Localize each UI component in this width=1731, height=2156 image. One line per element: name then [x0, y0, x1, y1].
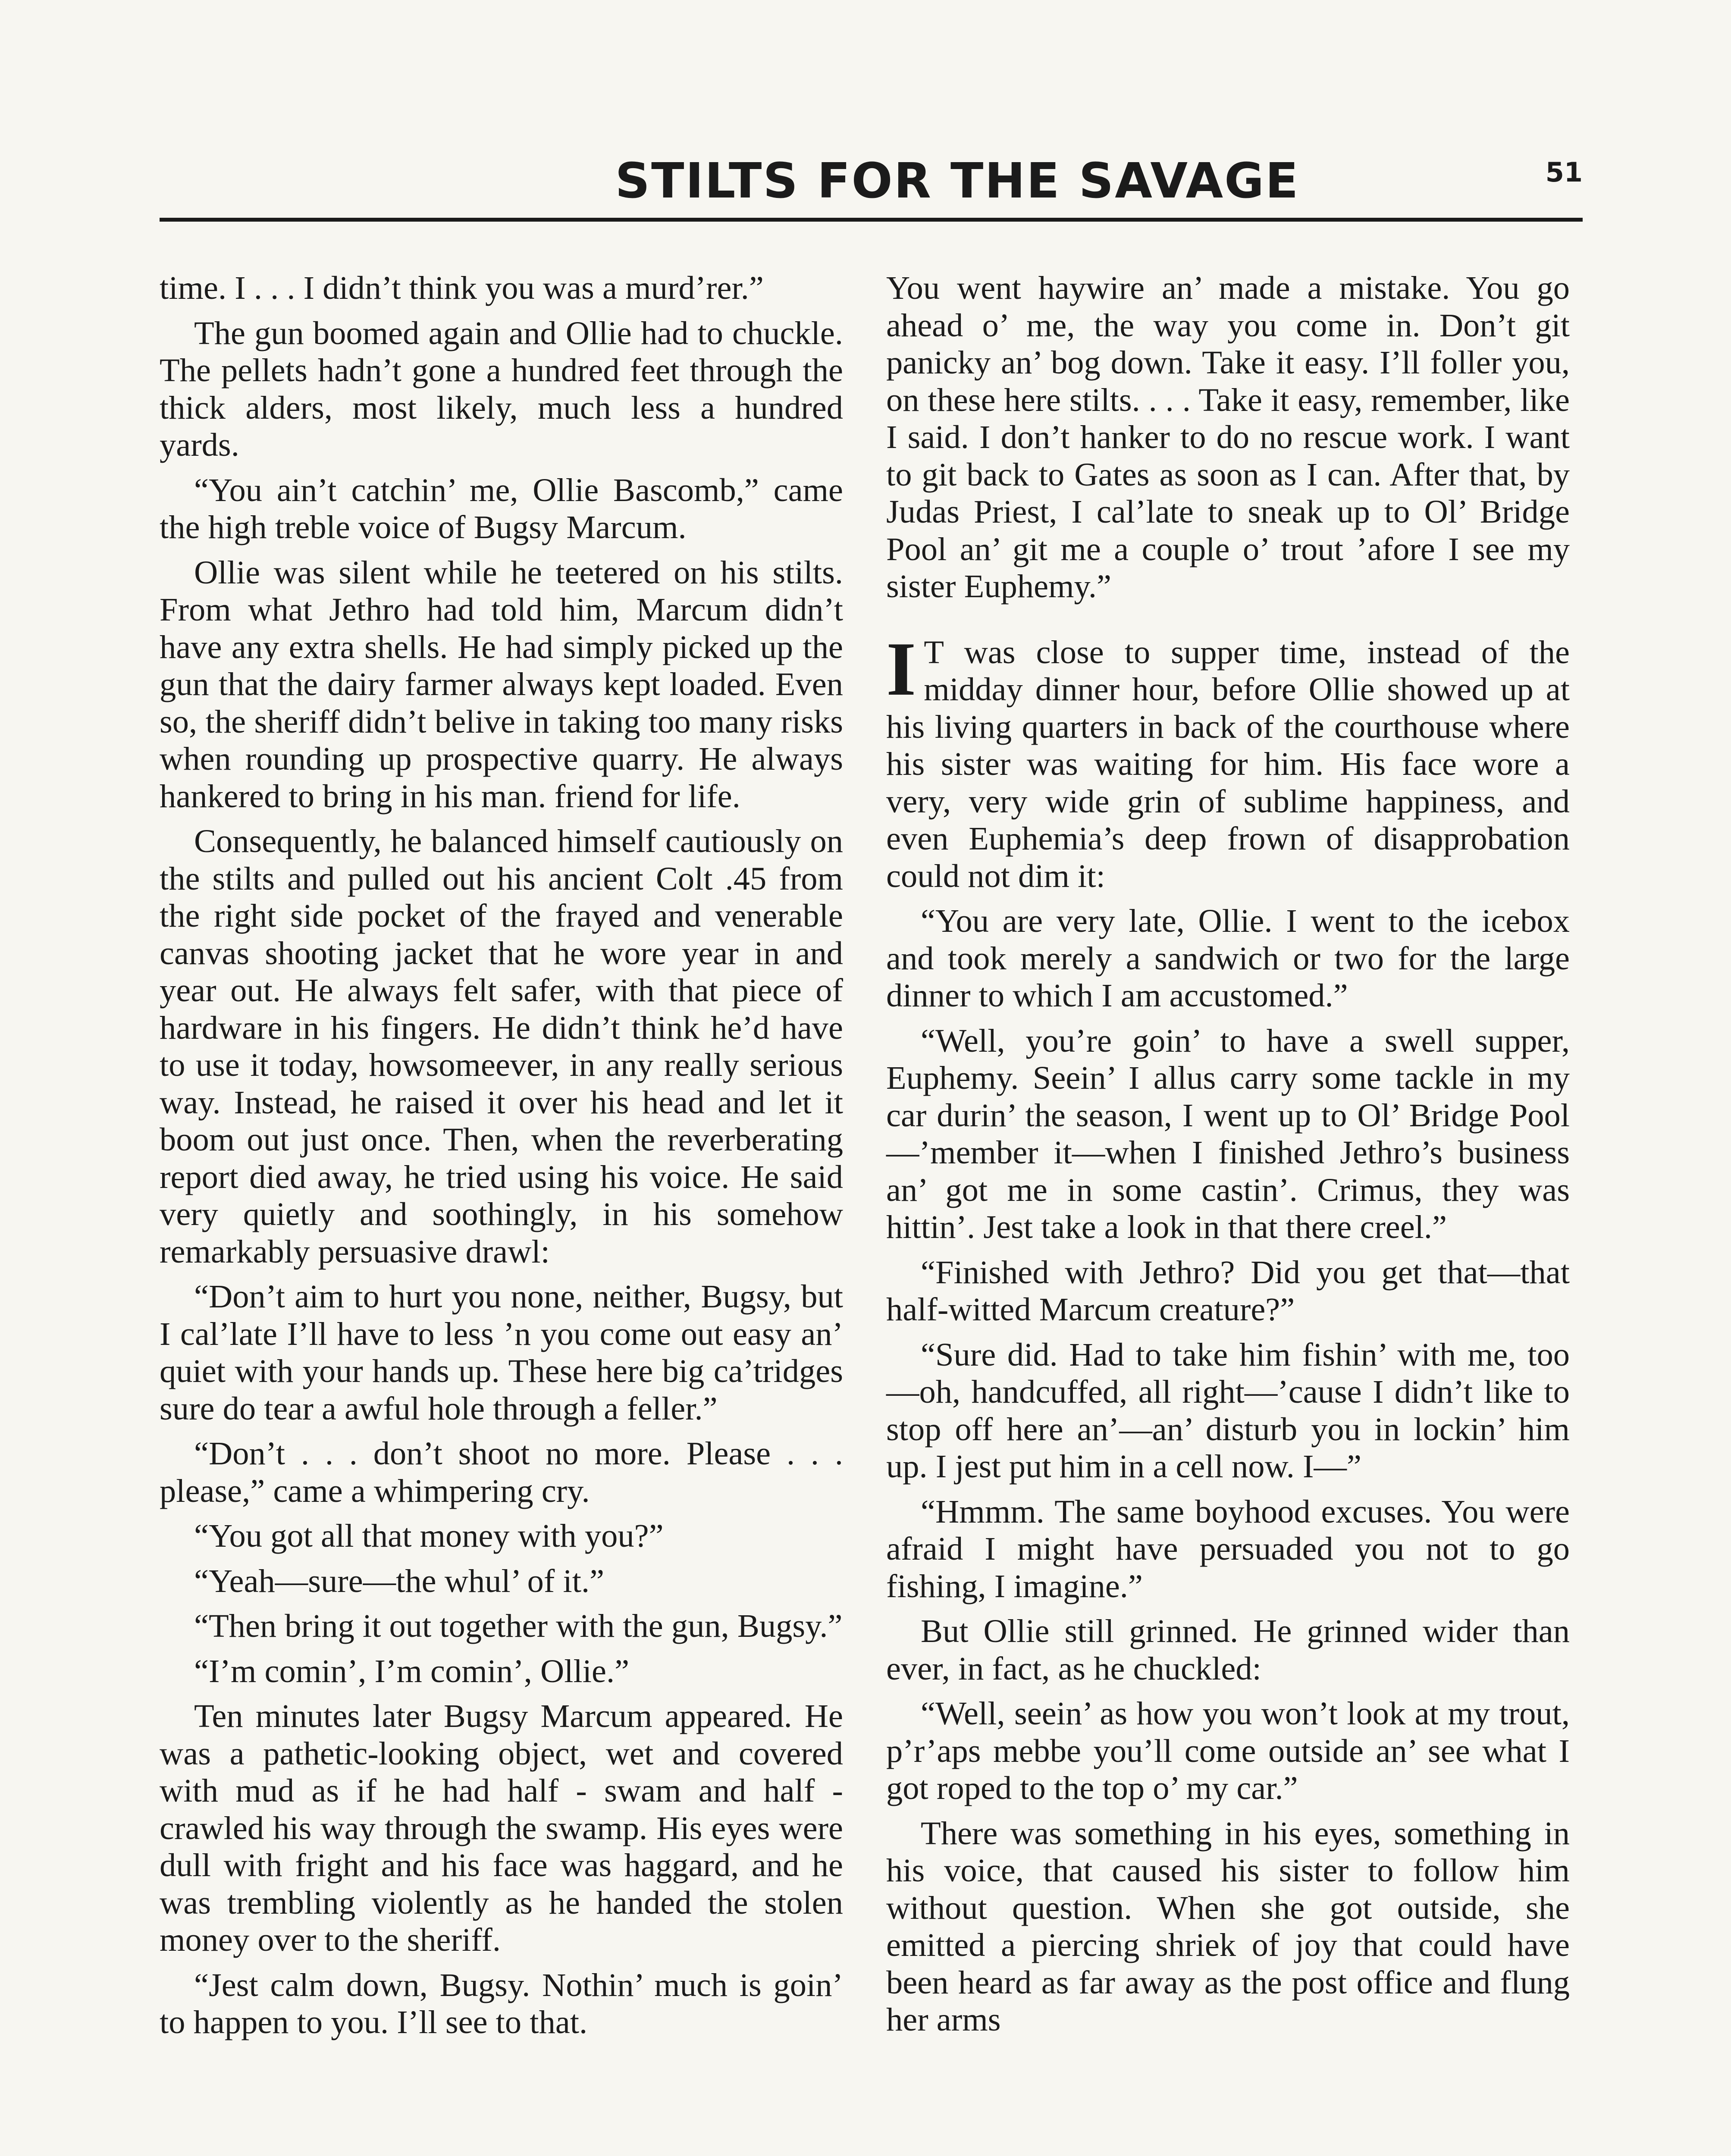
paragraph: But Ollie still grinned. He grinned wider than ever, in fact, as he chuckled: [886, 1613, 1570, 1687]
right-column [886, 270, 1570, 2046]
paragraph: “Well, you’re goin’ to have a swell supper, Euphemy. Seein’ I allus carry some tackle in my car durin’ the season, I went up to Ol’ Bridge Pool—’member it—when I finished Jethro’s business an’ got me in some castin’. Crimus, they was hittin’. Jest take a look in that there creel.” [886, 1022, 1570, 1245]
page-header [160, 149, 1583, 213]
paragraph: The gun boomed again and Ollie had to chuckle. The pellets hadn’t gone a hundred feet through the thick alders, most likely, much less a hundred yards. [160, 314, 843, 463]
paragraph: There was something in his eyes, something in his voice, that caused his sister to follow him without question. When she got outside, she emitted a piercing shriek of joy that could have been heard as far away as the post office and flung her arms [886, 1814, 1570, 2038]
header-rule [160, 218, 1583, 222]
paragraph: “You ain’t catchin’ me, Ollie Bascomb,” came the high treble voice of Bugsy Marcum. [160, 471, 843, 545]
paragraph: “Jest calm down, Bugsy. Nothin’ much is goin’ to happen to you. I’ll see to that. [160, 1966, 843, 2040]
paragraph: time. I . . . I didn’t think you was a murd’rer.” [160, 270, 764, 306]
paragraph: “Then bring it out together with the gun, Bugsy.” [194, 1608, 843, 1644]
paragraph: “Don’t aim to hurt you none, neither, Bugsy, but I cal’late I’ll have to less ’n you come out easy an’ quiet with your hands up. These here big ca’tridges sure do tear a awful hole through a feller.” [160, 1278, 843, 1427]
paragraph: Ollie was silent while he teetered on his stilts. From what Jethro had told him, Marcum didn’t have any extra shells. He had simply picked up the gun that the dairy farmer always kept loaded. Even so, the sheriff didn’t belive in taking too many risks when rounding up prospective quarry. He always hankered to bring in his man. friend for life. [160, 554, 843, 815]
left-column [160, 270, 843, 2049]
paragraph: “Sure did. Had to take him fishin’ with me, too—oh, handcuffed, all right—’cause I didn’t like to stop off here an’—an’ disturb you in lockin’ him up. I jest put him in a cell now. I—” [886, 1336, 1570, 1485]
paragraph: “Don’t . . . don’t shoot no more. Please . . . please,” came a whimpering cry. [160, 1435, 843, 1509]
running-title: STILTS FOR THE SAVAGE [615, 153, 1300, 209]
page-number: 51 [1545, 157, 1583, 188]
paragraph: You went haywire an’ made a mistake. You go ahead o’ me, the way you come in. Don’t git panicky an’ bog down. Take it easy. I’ll foller you, on these here stilts. . . . Take it easy, remember, like I said. I don’t hanker to do no rescue work. I want to git back to Gates as soon as I can. After that, by Judas Priest, I cal’late to sneak up to Ol’ Bridge Pool an’ git me a couple o’ trout ’afore I see my sister Euphemy.” [886, 270, 1570, 605]
paragraph: “Well, seein’ as how you won’t look at my trout, p’r’aps mebbe you’ll come outside an’ see what I got roped to the top o’ my car.” [886, 1695, 1570, 1806]
paragraph: Consequently, he balanced himself cautiously on the stilts and pulled out his ancient Colt .45 from the right side pocket of the frayed and venerable canvas shooting jacket that he wore year in and year out. He always felt safer, with that piece of hardware in his fingers. He didn’t think he’d have to use it today, howsomeever, in any really serious way. Instead, he raised it over his head and let it boom out just once. Then, when the reverberating report died away, he tried using his voice. He said very quietly and soothingly, in his somehow remarkably persuasive drawl: [160, 823, 843, 1270]
paragraph: Ten minutes later Bugsy Marcum appeared. He was a pathetic-looking object, wet and covered with mud as if he had half - swam and half - crawled his way through the swamp. His eyes were dull with fright and his face was haggard, and he was trembling violently as he handed the stolen money over to the sheriff. [160, 1698, 843, 1958]
paragraph: “Hmmm. The same boyhood excuses. You were afraid I might have persuaded you not to go fishing, I imagine.” [886, 1493, 1570, 1604]
paragraph: “Finished with Jethro? Did you get that—that half-witted Marcum creature?” [886, 1253, 1570, 1328]
paragraph: “You got all that money with you?” [194, 1517, 664, 1554]
paragraph: “You are very late, Ollie. I went to the icebox and took merely a sandwich or two for the large dinner to which I am accustomed.” [886, 903, 1570, 1014]
section-opening-text: T was close to supper time, instead of the midday dinner hour, before Ollie showed up at his living quarters in back of the courthouse where his sister was waiting for him. His face wore a very, very wide grin of sublime happiness, and even Euphemia’s deep frown of disapprobation could not dim it: [886, 633, 1570, 894]
paragraph: “I’m comin’, I’m comin’, Ollie.” [194, 1652, 630, 1689]
drop-cap: I [886, 626, 916, 711]
section-opening-paragraph [886, 626, 1570, 895]
paragraph: “Yeah—sure—the whul’ of it.” [194, 1562, 605, 1599]
